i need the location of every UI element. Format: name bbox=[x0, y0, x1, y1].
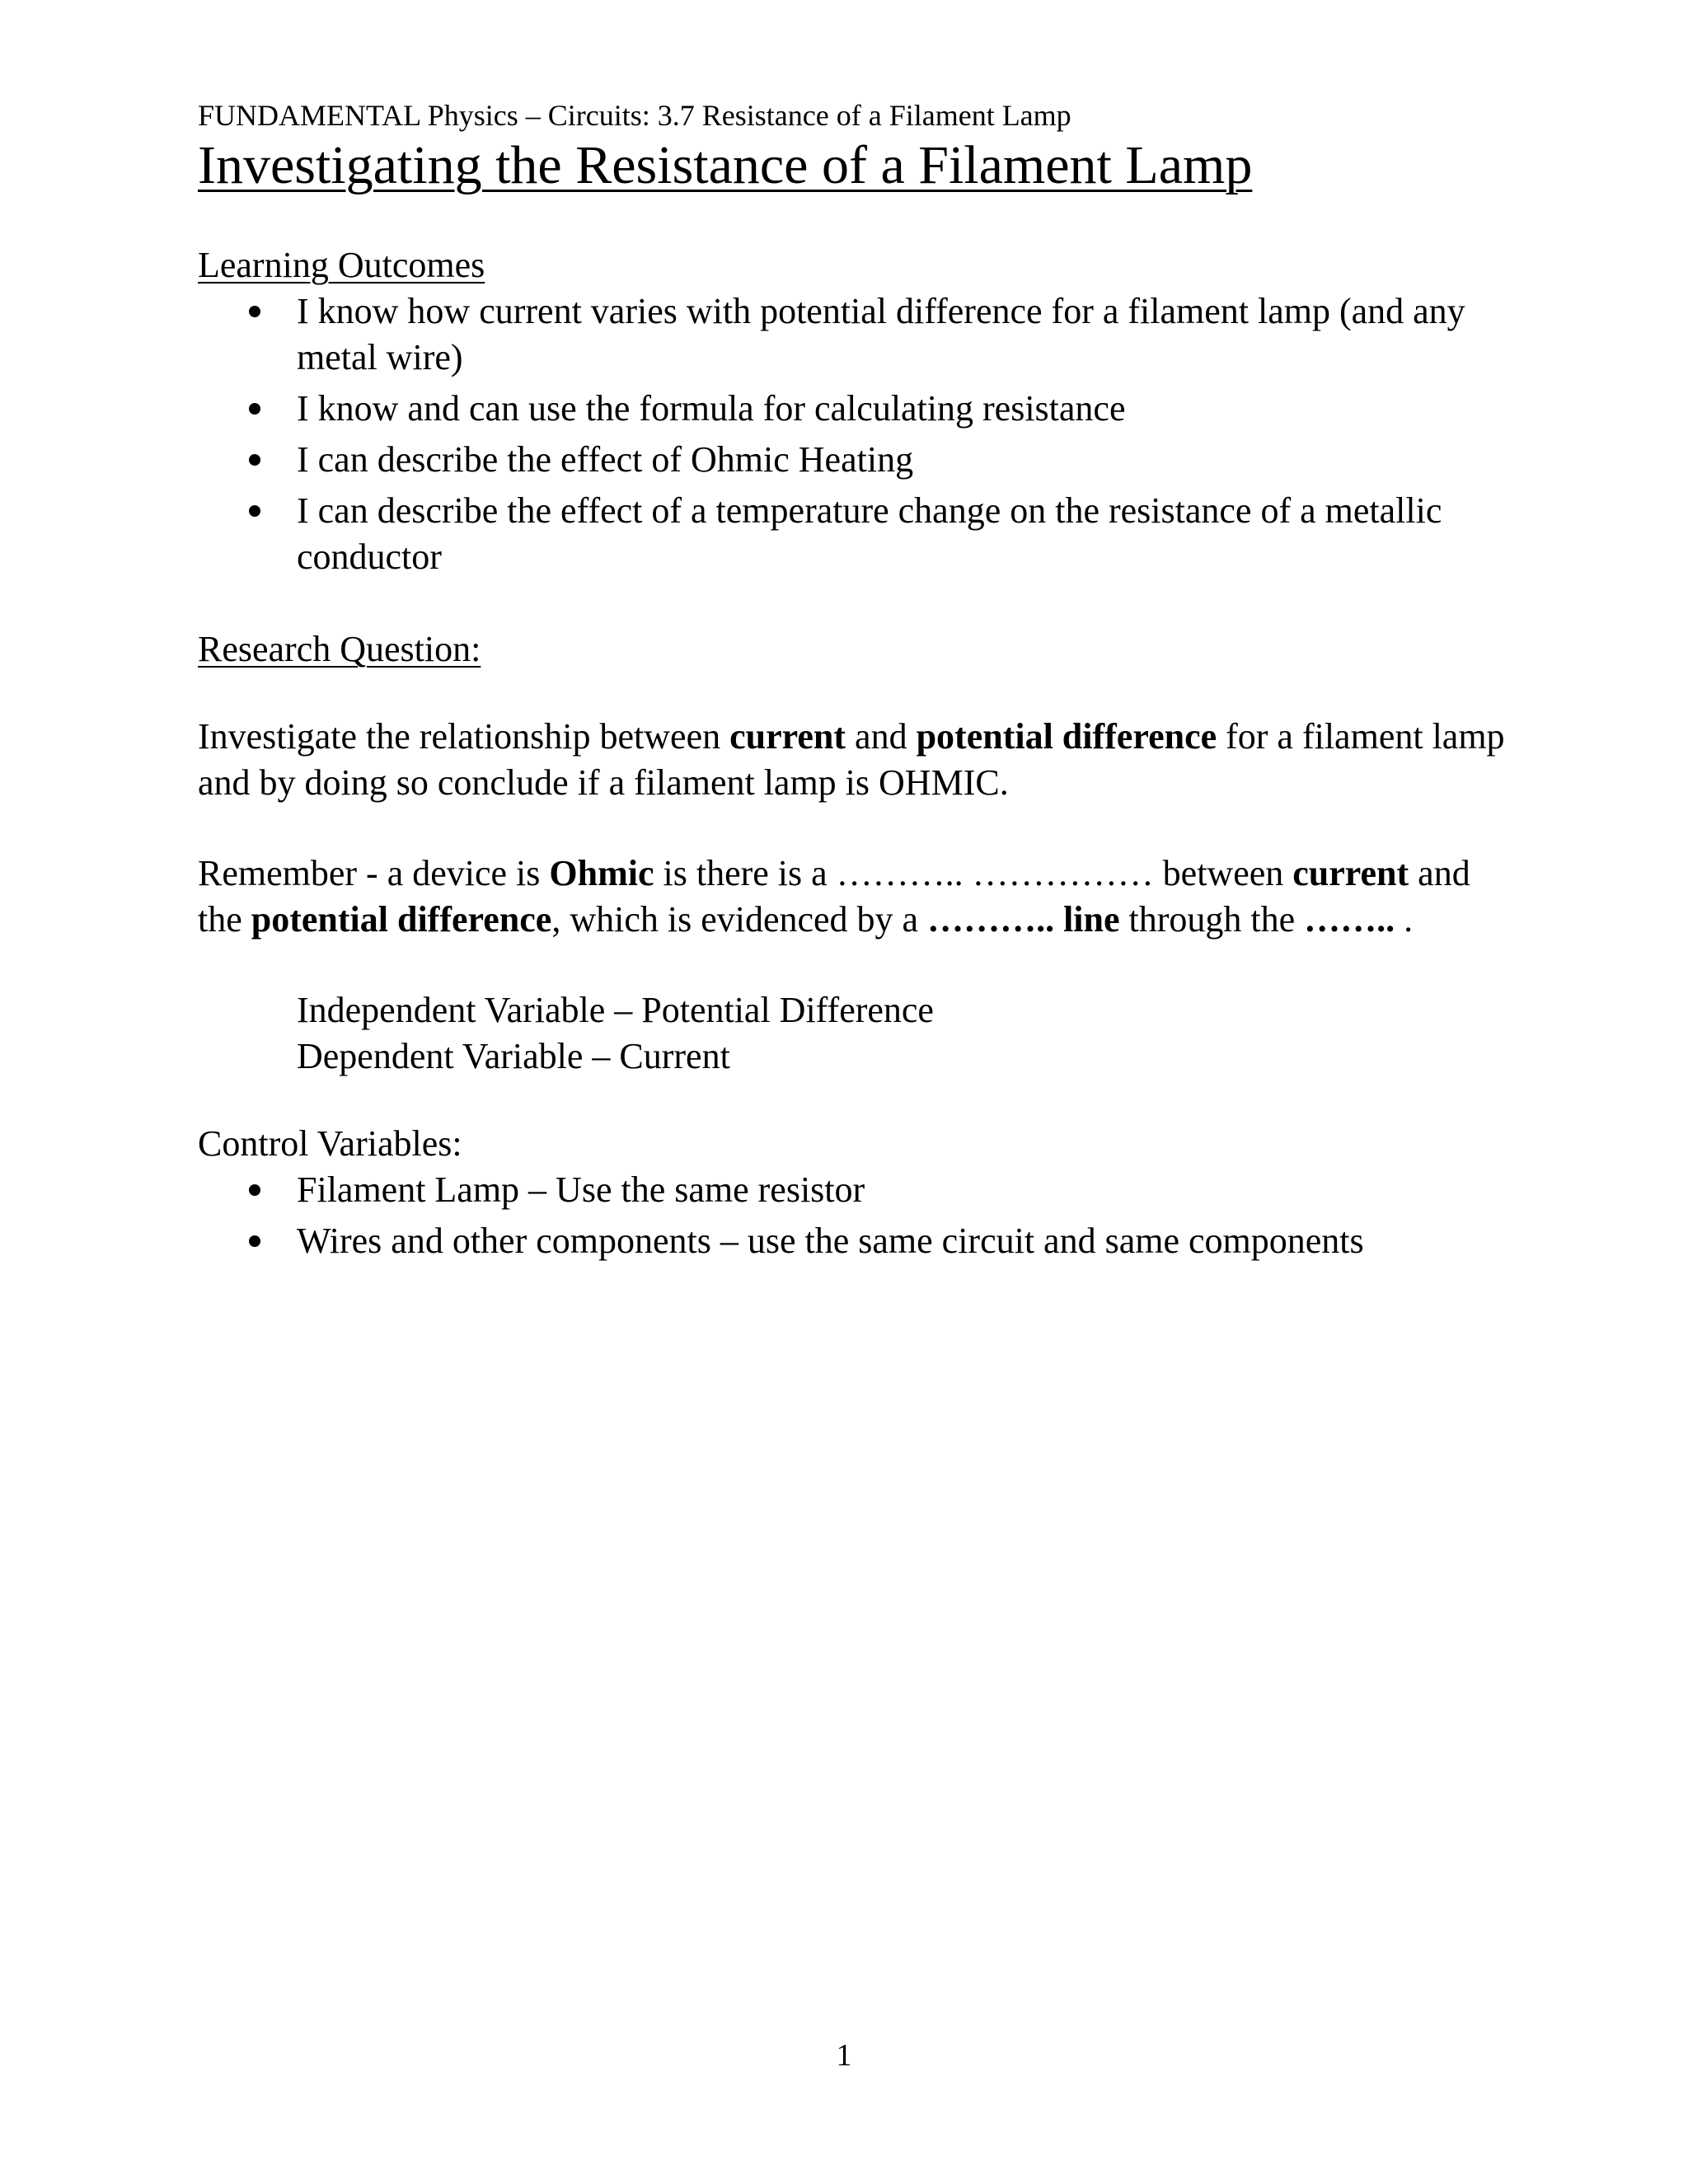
keyword-ohmic: Ohmic bbox=[549, 853, 654, 893]
list-item bbox=[198, 488, 1517, 580]
research-question-heading: Research Question: bbox=[198, 629, 481, 669]
worksheet-page bbox=[198, 97, 1517, 1269]
control-variable-text: Wires and other components – use the same circuit and same components bbox=[297, 1221, 1364, 1261]
learning-outcomes-heading: Learning Outcomes bbox=[198, 245, 485, 285]
list-item bbox=[198, 1218, 1517, 1264]
bullet-icon bbox=[249, 454, 260, 466]
research-question-text: Investigate the relationship between current and potential difference for a filament lamp and by doing so conclude if a filament lamp is OHMIC. bbox=[198, 716, 1505, 803]
learning-outcome-text: I can describe the effect of a temperature change on the resistance of a metallic conductor bbox=[297, 490, 1442, 577]
control-variable-text: Filament Lamp – Use the same resistor bbox=[297, 1169, 865, 1210]
learning-outcome-text: I know how current varies with potential difference for a filament lamp (and any metal wire) bbox=[297, 291, 1465, 377]
page-number: 1 bbox=[836, 2038, 852, 2073]
bullet-icon bbox=[249, 1184, 260, 1196]
keyword-current: current bbox=[1292, 853, 1409, 893]
bullet-icon bbox=[249, 505, 260, 517]
list-item bbox=[198, 288, 1517, 381]
course-subheading: FUNDAMENTAL Physics – Circuits: 3.7 Resistance of a Filament Lamp bbox=[198, 99, 1071, 132]
learning-outcomes-list bbox=[198, 288, 1517, 580]
remember-text: Remember - a device is Ohmic is there is a ……….. …………… between current and the potential difference, which is evidenced by a ……….. line through the …….. . bbox=[198, 853, 1470, 940]
list-item bbox=[198, 386, 1517, 432]
dependent-variable: Dependent Variable – Current bbox=[297, 1036, 730, 1076]
independent-variable: Independent Variable – Potential Difference bbox=[297, 990, 934, 1030]
list-item bbox=[198, 1167, 1517, 1213]
keyword-potential-difference: potential difference bbox=[916, 716, 1217, 757]
keyword-current: current bbox=[729, 716, 846, 757]
blank-line: ……….. line bbox=[927, 899, 1120, 940]
control-variables-heading: Control Variables: bbox=[198, 1123, 462, 1164]
bullet-icon bbox=[249, 1235, 260, 1247]
page-title: Investigating the Resistance of a Filament Lamp bbox=[198, 135, 1253, 195]
bullet-icon bbox=[249, 403, 260, 415]
list-item bbox=[198, 437, 1517, 483]
learning-outcome-text: I know and can use the formula for calculating resistance bbox=[297, 388, 1126, 429]
keyword-potential-difference: potential difference bbox=[251, 899, 552, 940]
blank-origin: …….. bbox=[1304, 899, 1395, 940]
bullet-icon bbox=[249, 306, 260, 317]
control-variables-list bbox=[198, 1167, 1517, 1264]
learning-outcome-text: I can describe the effect of Ohmic Heating bbox=[297, 439, 914, 480]
